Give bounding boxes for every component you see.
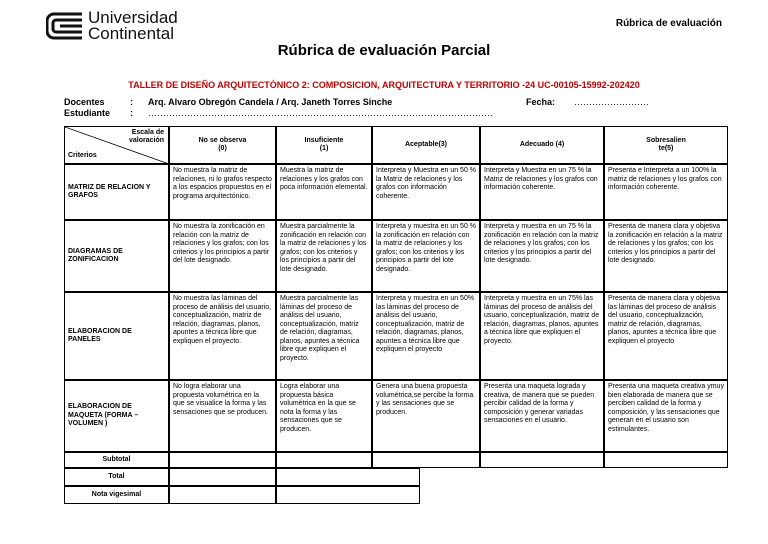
rubric-cell: Interpreta y muestra en un 75% las láminas del proceso de análisis del usuario, conceptualización, matriz de relación, diagramas, planos, apuntes a técnica libre que expliquen el proyecto. — [480, 292, 604, 380]
course-subtitle: TALLER DE DISEÑO ARQUITECTÓNICO 2: COMPOSICION, ARQUITECTURA Y TERRITORIO -24 UC-00105-15992-202420 — [128, 80, 640, 90]
rubric-cell: No muestra las láminas del proceso de análisis del usuario, conceptualización, matriz de relación, diagramas, planos, apuntes a técnica libre que expliquen el proyecto. — [169, 292, 276, 380]
rubric-cell: No muestra la matriz de relaciones, ni lo grafos respecto a los espacios propuestos en el programa arquitectónico. — [169, 164, 276, 220]
rubric-cell: Logra elaborar una propuesta básica volumétrica en la que se nota la forma y las sensaciones que se producen. — [276, 380, 372, 452]
rubric-cell: Interpreta y Muestra en un 50 % la Matriz de relaciones y los grafos con información coherente. — [372, 164, 480, 220]
column-header-1 — [276, 126, 372, 164]
rubric-cell: Presenta una maqueta lograda y creativa, de manera que se pueden percibir calidad de la forma y composición y generar variadas sensaciones en el usuario. — [480, 380, 604, 452]
docentes-colon: : — [130, 97, 133, 107]
fecha-value[interactable]: ……………………. — [574, 97, 649, 107]
total-label: Total — [64, 468, 169, 486]
column-label: Adecuado (4) — [519, 140, 565, 148]
document-type: Rúbrica de evaluación — [615, 18, 722, 29]
rubric-cell: Interpreta y muestra en un 75 % la zonificación en relación con la matriz de relaciones y los grafos; con los criterios y los principios a partir del lote designado. — [480, 220, 604, 292]
rubric-cell: No logra elaborar una propuesta volumétrica en la que se visualice la forma y las sensaciones que se producen. — [169, 380, 276, 452]
column-header-0 — [169, 126, 276, 164]
rubric-cell: No muestra la zonificación en relación con la matriz de relaciones y los grafos; con los criterios y los principios a partir del lote designado. — [169, 220, 276, 292]
university-name-line2: Continental — [88, 24, 175, 43]
subtotal-cell-4[interactable] — [604, 452, 728, 468]
estudiante-line — [64, 108, 704, 120]
column-header-2 — [372, 126, 480, 164]
page-title: Rúbrica de evaluación Parcial — [277, 42, 491, 59]
column-label: Insuficiente — [304, 136, 344, 144]
university-logo — [46, 10, 186, 44]
column-header-3 — [480, 126, 604, 164]
estudiante-value[interactable]: ……………………………………………………………………………………………………. — [148, 108, 493, 118]
rubric-cell: Interpreta y Muestra en un 75 % la Matriz de relaciones y los grafos con información coherente. — [480, 164, 604, 220]
rubric-cell: Muestra la matriz de relaciones y los grafos con poca información elemental. — [276, 164, 372, 220]
criterion-maqueta: ELABORACION DE MAQUETA (FORMA – VOLUMEN ) — [64, 380, 169, 452]
docentes-label: Docentes — [64, 97, 105, 107]
fecha-label: Fecha: — [526, 97, 556, 107]
rubric-cell: Muestra parcialmente la zonificación en relación con la matriz de relaciones y los grafos; con los criterios y los principios a partir del lote designado. — [276, 220, 372, 292]
rubric-cell: Presenta de manera clara y objetiva las láminas del proceso de análisis del usuario, conceptualización, matriz de relación, diagramas, planos, apuntes a técnica libre que expliquen el proyecto — [604, 292, 728, 380]
subtotal-cell-1[interactable] — [276, 452, 372, 468]
rubric-cell: Genera una buena propuesta volumétrica,se percibe la forma y las sensaciones que se producen. — [372, 380, 480, 452]
rubric-cell: Muestra parcialmente las láminas del proceso de análisis del usuario, conceptualización, matriz de relación, diagramas, planos, apuntes a técnica libre que expliquen el proyecto. — [276, 292, 372, 380]
column-header-4 — [604, 126, 728, 164]
rubric-cell: Interpreta y muestra en un 50% las láminas del proceso de análisis del usuario, conceptualización, matriz de relación, diagramas, planos, apuntes a técnica libre que expliquen el proyecto — [372, 292, 480, 380]
criteria-header: Criterios — [68, 151, 97, 159]
column-label: Sobresalien — [646, 136, 686, 144]
rubric-cell: Presenta una maqueta creativa ymuy bien elaborada de manera que se perciben calidad de la forma y composición, y las sensaciones que generan en el usuario son estimulantes. — [604, 380, 728, 452]
subtotal-label: Subtotal — [64, 452, 169, 468]
column-label: No se observa — [198, 136, 247, 144]
criterion-zonificacion: DIAGRAMAS DE ZONIFICACION — [64, 220, 169, 292]
column-score: (1) — [319, 145, 329, 152]
estudiante-label: Estudiante — [64, 108, 111, 118]
subtotal-cell-2[interactable] — [372, 452, 480, 468]
rubric-cell: Presenta de manera clara y objetiva la zonificación en relación a la matriz de relaciones y los grafos; con los criterios y los principios a partir del lote designado. — [604, 220, 728, 292]
column-score: te(5) — [658, 145, 674, 152]
university-logo-icon — [46, 12, 84, 40]
column-label: Aceptable(3) — [404, 140, 447, 148]
total-cell-1[interactable] — [276, 468, 420, 486]
docentes-value: Arq. Alvaro Obregón Candela / Arq. Janeth Torres Sinche — [148, 97, 393, 107]
rubric-cell: Presenta e Interpreta a un 100% la matriz de relaciones y los grafos con información coherente. — [604, 164, 728, 220]
estudiante-colon: : — [130, 108, 133, 118]
total-cell-0[interactable] — [169, 468, 276, 486]
scale-header: Escala de valoración — [128, 129, 164, 144]
rubric-cell: Interpreta y muestra en un 50 % la zonificación en relación con la matriz de relaciones y los grafos; con los criterios y los principios a partir del lote designado. — [372, 220, 480, 292]
university-name-line1: Universidad — [88, 8, 178, 27]
subtotal-cell-3[interactable] — [480, 452, 604, 468]
nota-cell-1[interactable] — [276, 486, 420, 504]
criterion-matriz: MATRIZ DE RELACION Y GRAFOS — [64, 164, 169, 220]
nota-vigesimal-label: Nota vigesimal — [64, 486, 169, 504]
column-score: (0) — [218, 145, 227, 152]
corner-header-cell — [64, 126, 169, 164]
nota-cell-0[interactable] — [169, 486, 276, 504]
subtotal-cell-0[interactable] — [169, 452, 276, 468]
criterion-paneles: ELABORACION DE PANELES — [64, 292, 169, 380]
